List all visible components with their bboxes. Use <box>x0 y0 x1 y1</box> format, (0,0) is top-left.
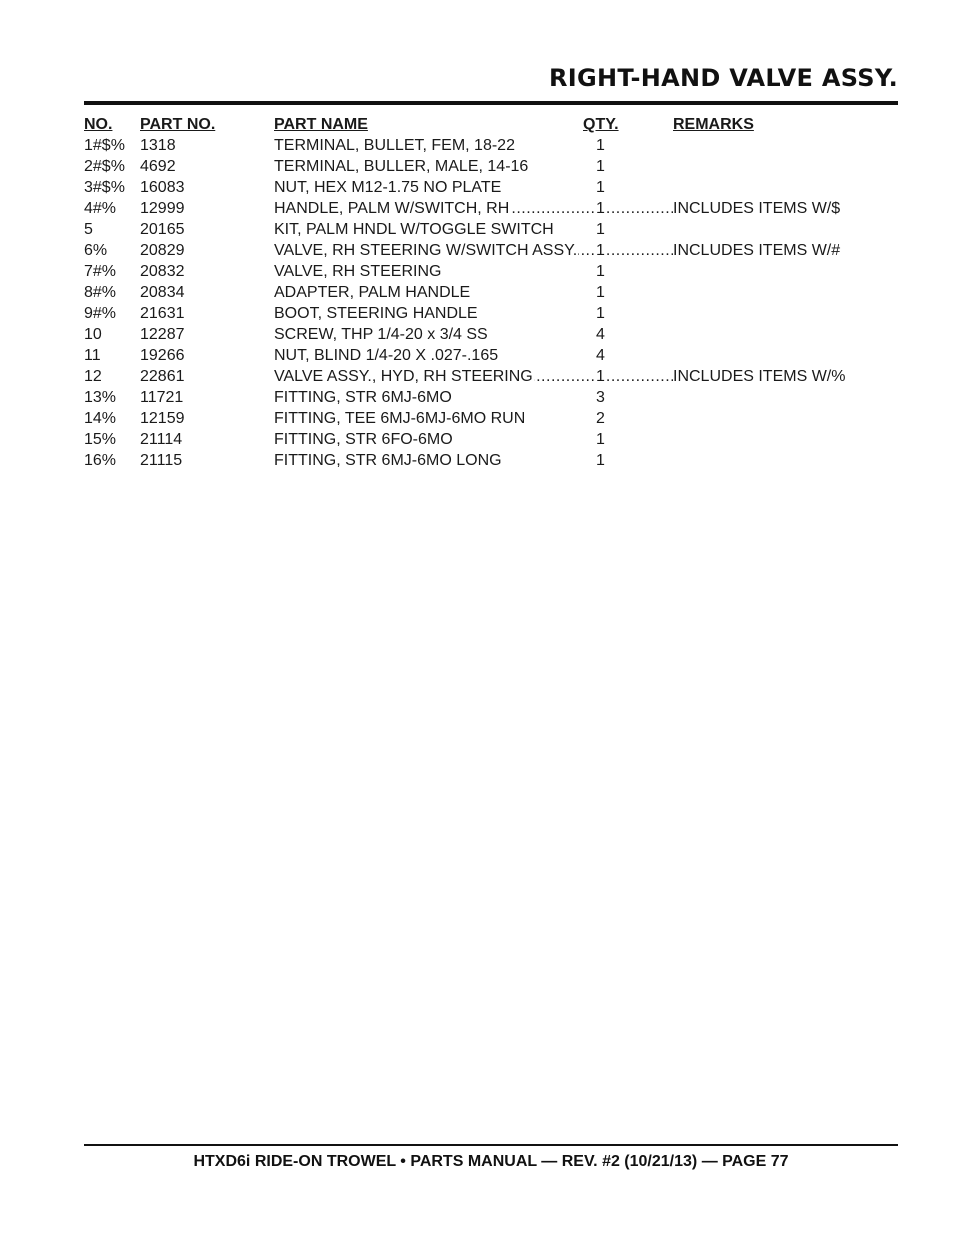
quantity: 1 <box>596 242 605 259</box>
item-no: 5 <box>84 221 93 238</box>
item-no: 10 <box>84 326 102 343</box>
part-number: 1318 <box>140 137 176 154</box>
quantity: 4 <box>596 347 605 364</box>
part-name: FITTING, STR 6MJ-6MO <box>274 389 452 406</box>
table-row <box>84 408 898 429</box>
table-row <box>84 198 898 219</box>
quantity: 1 <box>596 263 605 280</box>
part-name: ADAPTER, PALM HANDLE <box>274 284 471 301</box>
part-number: 16083 <box>140 179 185 196</box>
header-part-name: PART NAME <box>274 116 368 133</box>
quantity: 1 <box>596 158 605 175</box>
table-row <box>84 303 898 324</box>
part-number: 22861 <box>140 368 185 385</box>
part-name: VALVE ASSY., HYD, RH STEERING <box>274 368 533 385</box>
part-number: 21631 <box>140 305 185 322</box>
part-number: 12999 <box>140 200 185 217</box>
footer-divider <box>84 1144 898 1146</box>
part-name-leader <box>274 366 596 387</box>
part-name: NUT, BLIND 1/4-20 X .027-.165 <box>274 347 499 364</box>
quantity: 1 <box>596 221 605 238</box>
part-number: 19266 <box>140 347 185 364</box>
part-name: TERMINAL, BULLER, MALE, 14-16 <box>274 158 529 175</box>
parts-table <box>84 114 898 471</box>
table-row <box>84 156 898 177</box>
item-no: 11 <box>84 347 101 364</box>
header-remarks: REMARKS <box>673 116 754 133</box>
item-no: 15% <box>84 431 117 448</box>
item-no: 4#% <box>84 200 117 217</box>
item-no: 13% <box>84 389 117 406</box>
table-row <box>84 219 898 240</box>
part-number: 12287 <box>140 326 185 343</box>
item-no: 14% <box>84 410 117 427</box>
remarks: INCLUDES ITEMS W/$ <box>673 200 841 217</box>
table-row <box>84 345 898 366</box>
quantity: 1 <box>596 431 605 448</box>
quantity: 1 <box>596 305 605 322</box>
part-number: 21114 <box>140 431 183 448</box>
part-number: 21115 <box>140 452 183 469</box>
part-number: 11721 <box>140 389 184 406</box>
table-row <box>84 387 898 408</box>
quantity: 3 <box>596 389 605 406</box>
table-row <box>84 261 898 282</box>
page-title: RIGHT-HAND VALVE ASSY. <box>548 64 898 92</box>
header-part-no: PART NO. <box>140 116 216 133</box>
table-row <box>84 450 898 471</box>
part-name-leader <box>274 240 596 261</box>
quantity: 1 <box>596 368 605 385</box>
header-qty: QTY. <box>583 116 619 133</box>
qty-leader <box>596 240 673 261</box>
quantity: 1 <box>596 284 605 301</box>
part-name: VALVE, RH STEERING <box>274 263 442 280</box>
remarks: INCLUDES ITEMS W/% <box>673 368 846 385</box>
table-row <box>84 429 898 450</box>
item-no: 2#$% <box>84 158 125 175</box>
part-name: TERMINAL, BULLET, FEM, 18-22 <box>274 137 515 154</box>
table-body <box>84 135 898 471</box>
part-name: NUT, HEX M12-1.75 NO PLATE <box>274 179 502 196</box>
table-row <box>84 366 898 387</box>
table-row <box>84 282 898 303</box>
part-number: 12159 <box>140 410 185 427</box>
quantity: 4 <box>596 326 605 343</box>
part-number: 20829 <box>140 242 185 259</box>
table-row <box>84 135 898 156</box>
part-name: VALVE, RH STEERING W/SWITCH ASSY. <box>274 242 578 259</box>
item-no: 12 <box>84 368 102 385</box>
quantity: 1 <box>596 179 605 196</box>
part-name-leader <box>274 198 596 219</box>
part-name: BOOT, STEERING HANDLE <box>274 305 478 322</box>
item-no: 6% <box>84 242 108 259</box>
part-number: 20165 <box>140 221 185 238</box>
qty-leader <box>596 366 673 387</box>
part-name: HANDLE, PALM W/SWITCH, RH <box>274 200 510 217</box>
quantity: 1 <box>596 200 605 217</box>
part-name: FITTING, STR 6FO-6MO <box>274 431 453 448</box>
item-no: 9#% <box>84 305 117 322</box>
part-name: FITTING, TEE 6MJ-6MJ-6MO RUN <box>274 410 526 427</box>
part-number: 20834 <box>140 284 185 301</box>
page-footer: HTXD6i RIDE-ON TROWEL • PARTS MANUAL — REV. #2 (10/21/13) — PAGE 77 <box>193 1153 789 1170</box>
part-name: SCREW, THP 1/4-20 x 3/4 SS <box>274 326 488 343</box>
table-header-row <box>84 114 898 135</box>
table-row <box>84 177 898 198</box>
part-name: FITTING, STR 6MJ-6MO LONG <box>274 452 502 469</box>
item-no: 7#% <box>84 263 117 280</box>
item-no: 8#% <box>84 284 117 301</box>
qty-leader <box>596 198 673 219</box>
quantity: 2 <box>596 410 605 427</box>
part-name: KIT, PALM HNDL W/TOGGLE SWITCH <box>274 221 554 238</box>
item-no: 3#$% <box>84 179 125 196</box>
item-no: 1#$% <box>84 137 125 154</box>
part-number: 20832 <box>140 263 185 280</box>
title-divider <box>84 101 898 105</box>
table-row <box>84 324 898 345</box>
remarks: INCLUDES ITEMS W/# <box>673 242 841 259</box>
item-no: 16% <box>84 452 117 469</box>
quantity: 1 <box>596 137 605 154</box>
part-number: 4692 <box>140 158 176 175</box>
header-no: NO. <box>84 116 113 133</box>
quantity: 1 <box>596 452 605 469</box>
table-row <box>84 240 898 261</box>
